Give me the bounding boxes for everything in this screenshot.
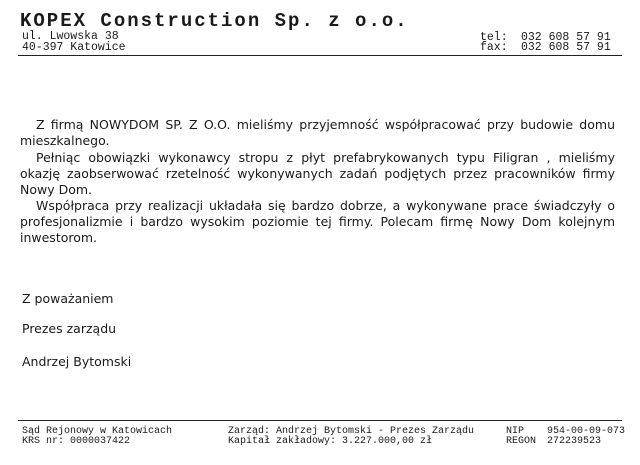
regon-number: 272239523	[547, 436, 602, 447]
company-street: ul. Lwowska 38	[22, 30, 119, 43]
header-divider	[18, 55, 622, 56]
krs-number: KRS nr: 0000037422	[22, 436, 131, 447]
fax-number: 032 608 57 91	[521, 41, 611, 54]
closing-phrase: Z poważaniem	[22, 291, 114, 306]
footer-divider	[18, 420, 622, 421]
tel-number: 032 608 57 91	[521, 31, 611, 44]
signer-name: Andrzej Bytomski	[22, 354, 132, 369]
paragraph-cooperation: Z firmą NOWYDOM SP. Z O.O. mieliśmy przyjemność współpracować przy budowie domu mieszkalnego.	[20, 117, 615, 148]
nip-number: 954-00-09-073	[547, 426, 626, 437]
company-city: 40-397 Katowice	[22, 41, 126, 54]
paragraph-contractor: Pełniąc obowiązki wykonawcy stropu z płyt prefabrykowanych typu Filigran , mieliśmy okazję zaobserwować rzetelność wykonywanych zadań podjętych przez pracowników firmy Nowy Dom.	[20, 150, 615, 197]
paragraph-recommendation: Współpraca przy realizacji układała się bardzo dobrze, a wykonywane prace świadczyły o profesjonalizmie i bardzo wysokim poziomie tej firmy. Polecam firmę Nowy Dom kolejnym inwestorom.	[20, 198, 615, 245]
nip-label: NIP	[506, 426, 525, 437]
share-capital: Kapitał zakładowy: 3.227.000,00 zł	[228, 436, 433, 447]
court-registry: Sąd Rejonowy w Katowicach	[22, 426, 173, 437]
management-board: Zarząd: Andrzej Bytomski - Prezes Zarządu	[228, 426, 475, 437]
signer-title: Prezes zarządu	[22, 321, 117, 336]
regon-label: REGON	[506, 436, 537, 447]
fax-label: fax:	[480, 41, 508, 54]
company-name: KOPEX Construction Sp. z o.o.	[20, 10, 409, 32]
tel-label: tel:	[480, 31, 508, 44]
